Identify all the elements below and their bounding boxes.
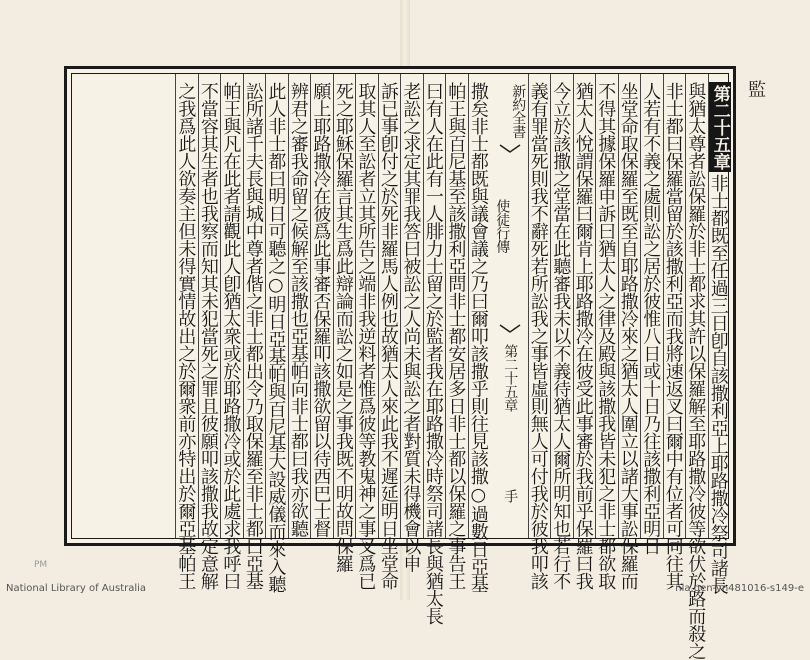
text-column-right: 與猶太尊者訟保羅於非士都求其許以保羅解至耶路撒冷彼等欲伏於路而殺之 [685,82,707,660]
column-rule [708,74,709,538]
text-column-left: 取其人至訟者立其所告之端非我逆料者惟爲彼等教鬼神之事叉爲已 [355,82,377,590]
center-band [492,74,528,538]
column-rule [310,74,311,538]
text-column-left: 不當容其生者也我察而知其未犯當死之罪且彼願叩該撒我故定意解 [197,82,219,590]
text-column-left: 訟所諸千夫長與城中尊者偕之非士都出令乃取保羅至非士都曰亞基 [242,82,264,590]
text-column-right: 不得其據保羅申訴曰猶太人之律及殿與該撒我皆未犯之非士都欲取 [595,82,617,590]
text-column-right: 猶太人悅謂保羅曰爾肯上耶路撒冷在彼受此事審於我前乎保羅曰我 [572,82,594,590]
text-column-left: 死之耶穌保羅言其生爲此辯論而訟之如是之事我既不明故問保羅 [332,82,354,572]
text-column-left: 之我爲此人欲奏主但未得實情故出之於爾衆前亦特出於爾亞基帕王 [175,82,197,590]
corner-mark: PM [34,560,48,570]
text-column-left: 帕王與凡在此者請觀此人卽猶太衆或於耶路撒冷或於此處求我呼曰 [220,82,242,590]
margin-heading: 監 [745,80,766,98]
column-rule [423,74,424,538]
band-book-name: 使徒行傳 [494,199,511,253]
column-rule [573,74,574,538]
column-rule [220,74,221,538]
text-column-right: 今立於該撒之堂當在此聽審我未以不義待猶太人爾所明知也若行不 [550,82,572,590]
fish-bottom-icon [499,324,521,334]
text-column-left: 撒矣非士都既與議會議之乃曰爾叩該撒乎則往見該撒○過數日亞基 [467,82,489,593]
chapter-label: 第二十五章 [709,82,731,172]
column-rule [445,74,446,538]
text-column-left: 此人非士都曰明日可聽之○明日亞基帕與百尼基大設威儀而來入聽 [265,82,287,593]
text-column-left: 願上耶路撒冷在彼爲此事審否保羅叩該撒欲留以待西巴士督 [310,82,332,537]
column-rule [355,74,356,538]
text-column-right: 坐堂命取保羅至既至自耶路撒冷來之猶太人圍立以諸大事訟保羅而 [617,82,639,590]
column-rule [618,74,619,538]
column-rule [595,74,596,538]
column-rule [685,74,686,538]
text-column-left: 辨君之審我命留之候解至該撒也亞基帕向非士都曰我亦欲聽 [287,82,309,537]
band-page-no: 手 [502,489,519,503]
fish-top-icon [499,144,521,154]
footer-credit: National Library of Australia [6,583,147,594]
text-column-right: 人若有不義之處則訟之居於彼惟八日或十日乃往該撒利亞明日 [640,82,662,555]
column-rule [175,74,176,538]
column-rule [640,74,641,538]
column-rule [550,74,551,538]
text-column-left: 帕王與百尼基至該撒利亞問非士都安居多日非士都以保羅之事告王 [445,82,467,590]
column-rule [400,74,401,538]
column-rule [243,74,244,538]
column-rule [265,74,266,538]
column-rule [378,74,379,538]
column-rule [198,74,199,538]
text-column-left: 訴已事卽付之於死非羅馬人例也故猶太人來此我不遲延明日坐堂命 [377,82,399,590]
band-book-title: 新約全書 [510,84,527,138]
column-rule [333,74,334,538]
column-rule [288,74,289,538]
footer-id: nla.gen-vn481016-s149-e [675,583,804,594]
band-chapter-ref: 第二十五章 [502,344,519,412]
text-column-right: 義有罪當死則我不辭死若所訟我之事皆虛則無人可付我於彼我叩該 [527,82,549,590]
text-column-left: 老訟之求定其罪我答曰被訟之人尚未與訟之者對質未得機會以申 [400,82,422,572]
text-column-right: 非士都既至任過三日卽自該撒利亞上耶路撒冷祭司諸長 [707,174,729,594]
text-column-right: 非士都曰保羅當留於該撒利亞而我將速返叉曰爾中有位者可同往其 [662,82,684,590]
column-rule [663,74,664,538]
column-rule [468,74,469,538]
text-column-left: 曰有人在此有一人腓力士留之於監者我在耶路撒冷時祭司諸長與猶太長 [422,82,444,625]
